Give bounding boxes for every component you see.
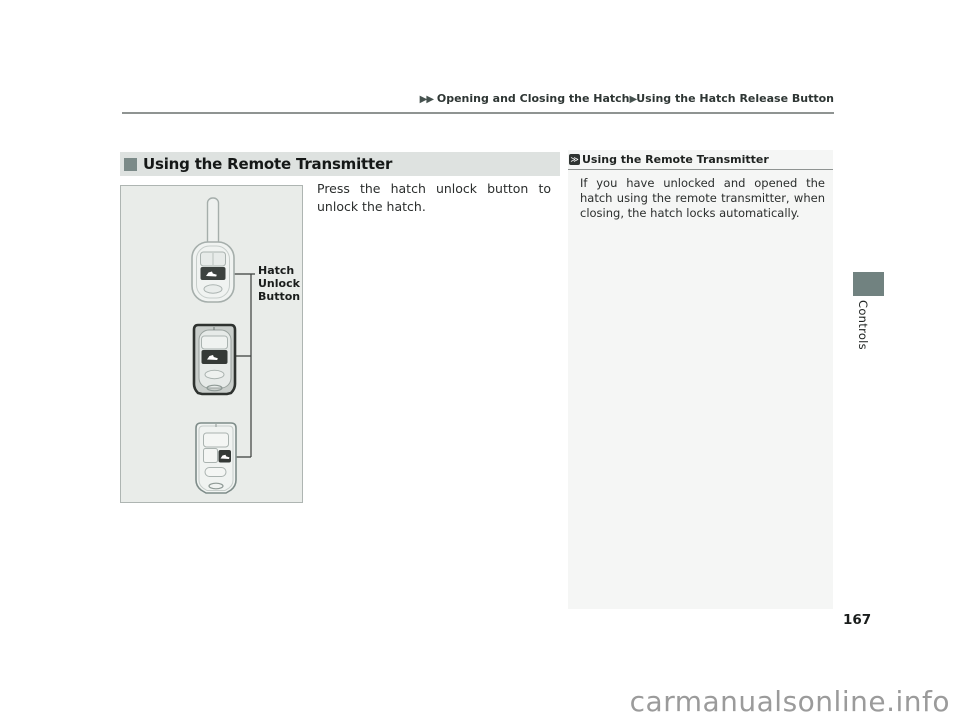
remote-slim-fob: [196, 423, 236, 493]
note-body-text: If you have unlocked and opened the hatch using the remote transmitter, when closing, the hatch locks automatically.: [580, 176, 825, 221]
chapter-tab-label: Controls: [856, 300, 870, 350]
breadcrumb: [420, 92, 834, 105]
notebook-icon: ≫: [570, 154, 579, 164]
hatch-unlock-button-remote2: [202, 350, 228, 364]
note-title: Using the Remote Transmitter: [582, 153, 769, 166]
page-number: 167: [843, 612, 872, 628]
remote-key-with-blade: [192, 198, 234, 302]
figure-callout-label: Hatch Unlock Button: [258, 264, 301, 304]
breadcrumb-subsection: Using the Hatch Release Button: [636, 92, 834, 105]
section-header: [120, 152, 560, 176]
header-rule: [122, 112, 834, 114]
chapter-tab-marker: [853, 272, 884, 296]
breadcrumb-arrows-icon: ▶▶: [419, 94, 434, 105]
watermark-text: carmanualsonline.info: [629, 685, 950, 718]
hatch-unlock-button-remote1: [201, 267, 226, 280]
remote-transmitters-illustration: [121, 186, 304, 504]
remote-transmitter-figure: [120, 185, 303, 503]
note-box: [568, 150, 833, 609]
section-body-text: Press the hatch unlock button to unlock the hatch.: [317, 181, 551, 215]
breadcrumb-separator-icon: ▶: [629, 94, 637, 105]
note-header: [568, 150, 833, 170]
section-title: Using the Remote Transmitter: [143, 155, 393, 173]
section-bullet-icon: [124, 158, 137, 171]
breadcrumb-section: Opening and Closing the Hatch: [436, 92, 630, 105]
remote-dark-fob: [194, 325, 235, 394]
